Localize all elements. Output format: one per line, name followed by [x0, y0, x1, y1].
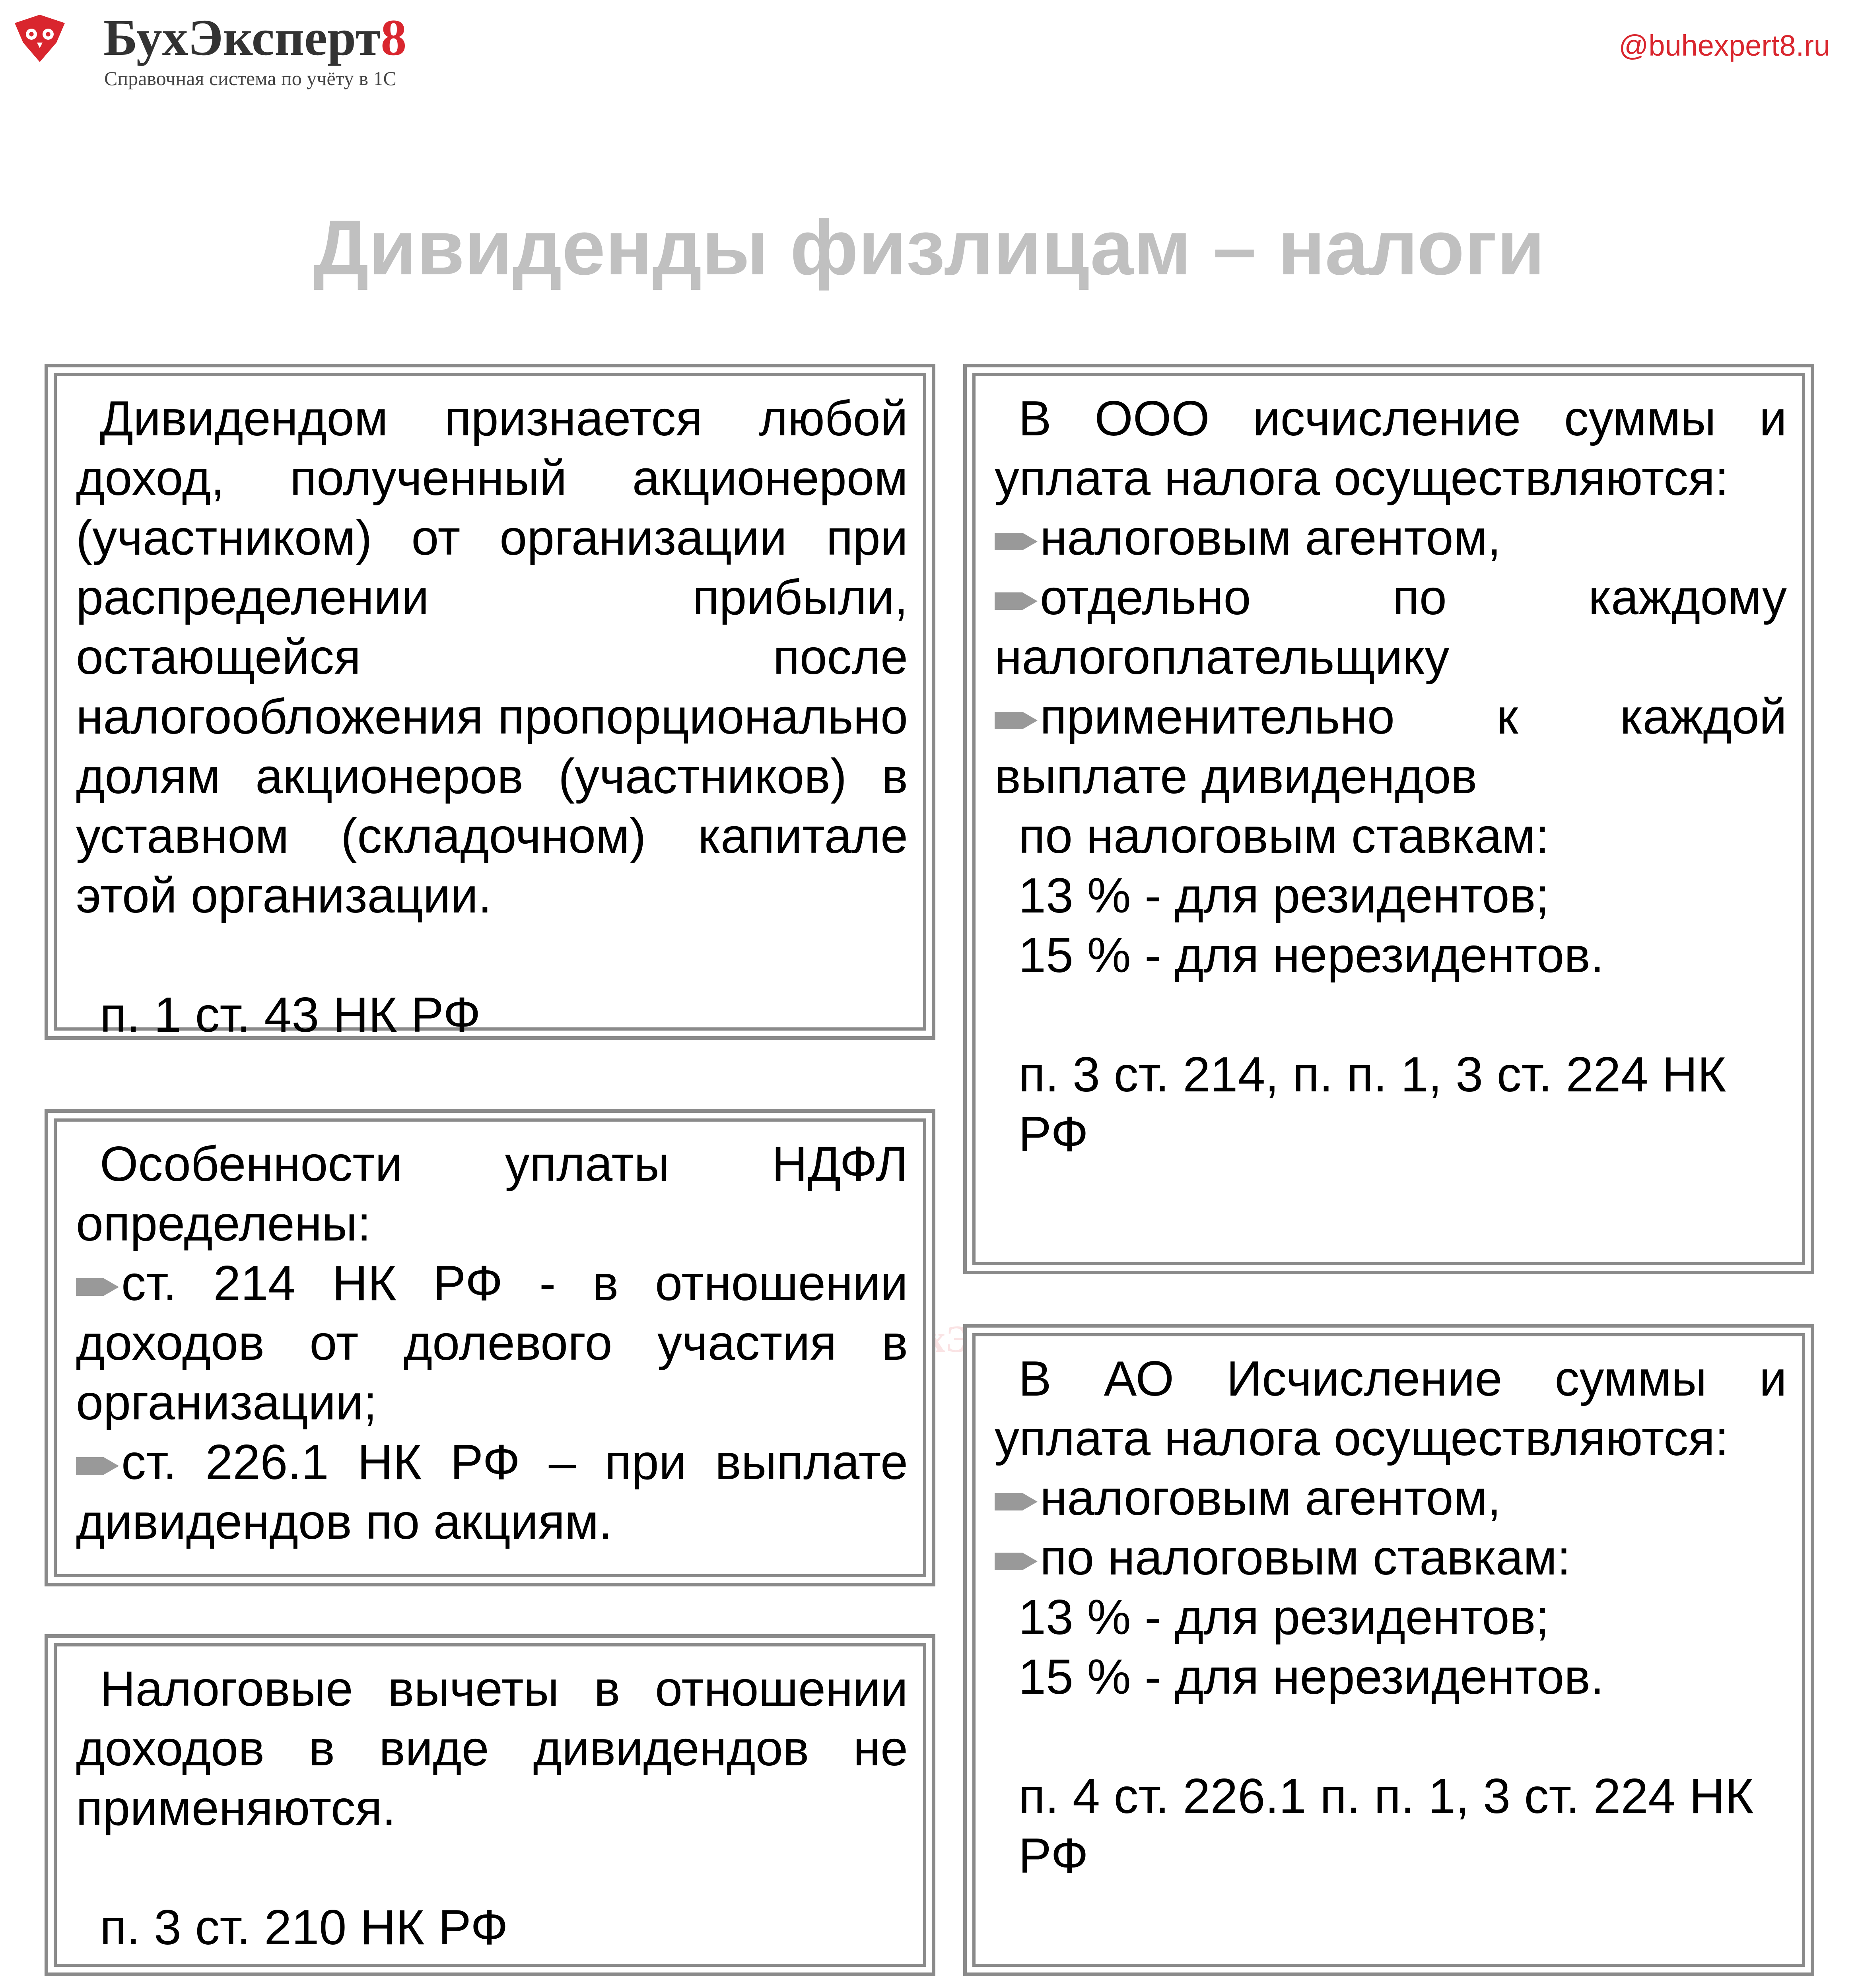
- arrow-bullet-icon: [76, 1275, 120, 1299]
- list-item: налоговым агентом,: [995, 508, 1787, 568]
- deductions-text: Налоговые вычеты в отношении доходов в виде дивидендов не применяются.: [76, 1662, 908, 1836]
- features-box: [45, 1109, 935, 1586]
- arrow-bullet-icon: [995, 1549, 1038, 1573]
- site-handle[interactable]: @buhexpert8.ru: [1619, 29, 1830, 62]
- list-item: ст. 214 НК РФ - в отношении доходов от долевого участия в организации;: [76, 1256, 908, 1430]
- brand-name: БухЭксперт8: [103, 9, 407, 66]
- definition-box: [45, 364, 935, 1043]
- features-intro: Особенности уплаты НДФЛ определены:: [76, 1137, 908, 1251]
- definition-text: Дивидендом признается любой доход, полученный акционером (участником) от организации при распределении прибыли, остающейся после налогообложения пропорционально долям акционеров (участников) в уставном (складочном) капитале этой организации.: [76, 391, 908, 923]
- brand-tagline: Справочная система по учёту в 1С: [104, 67, 396, 89]
- ooo-rate-residents: 13 % - для резидентов;: [1018, 868, 1549, 923]
- ooo-intro: В ООО исчисление суммы и уплата налога осуществляются:: [995, 391, 1787, 506]
- arrow-bullet-icon: [995, 530, 1038, 553]
- list-item: по налоговым ставкам:: [995, 1528, 1787, 1588]
- arrow-bullet-icon: [995, 589, 1038, 613]
- deductions-ref: п. 3 ст. 210 НК РФ: [100, 1900, 508, 1955]
- definition-ref: п. 1 ст. 43 НК РФ: [100, 988, 481, 1043]
- ooo-box: [963, 364, 1814, 1274]
- ao-ref: п. 4 ст. 226.1 п. п. 1, 3 ст. 224 НК РФ: [1018, 1769, 1754, 1883]
- ao-intro: В АО Исчисление суммы и уплата налога осуществляются:: [995, 1351, 1787, 1466]
- list-item: применительно к каждой выплате дивидендов: [995, 689, 1787, 804]
- arrow-bullet-icon: [76, 1454, 120, 1478]
- list-item: отдельно по каждому налогоплательщику: [995, 570, 1787, 685]
- deductions-box: [45, 1634, 935, 1976]
- ooo-rate-nonresidents: 15 % - для нерезидентов.: [1018, 928, 1604, 983]
- page-title: Дивиденды физлицам – налоги: [313, 204, 1545, 291]
- ooo-ref: п. 3 ст. 214, п. п. 1, 3 ст. 224 НК РФ: [1018, 1047, 1726, 1162]
- ooo-rates-intro: по налоговым ставкам:: [1018, 809, 1549, 864]
- list-item: налоговым агентом,: [995, 1468, 1787, 1528]
- arrow-bullet-icon: [995, 1490, 1038, 1514]
- ao-rate-residents: 13 % - для резидентов;: [1018, 1590, 1549, 1645]
- owl-shield-logo-icon: [12, 12, 68, 68]
- arrow-bullet-icon: [995, 709, 1038, 732]
- ao-box: [963, 1324, 1814, 1976]
- list-item: ст. 226.1 НК РФ – при выплате дивидендов по акциям.: [76, 1435, 908, 1549]
- ao-rate-nonresidents: 15 % - для нерезидентов.: [1018, 1650, 1604, 1705]
